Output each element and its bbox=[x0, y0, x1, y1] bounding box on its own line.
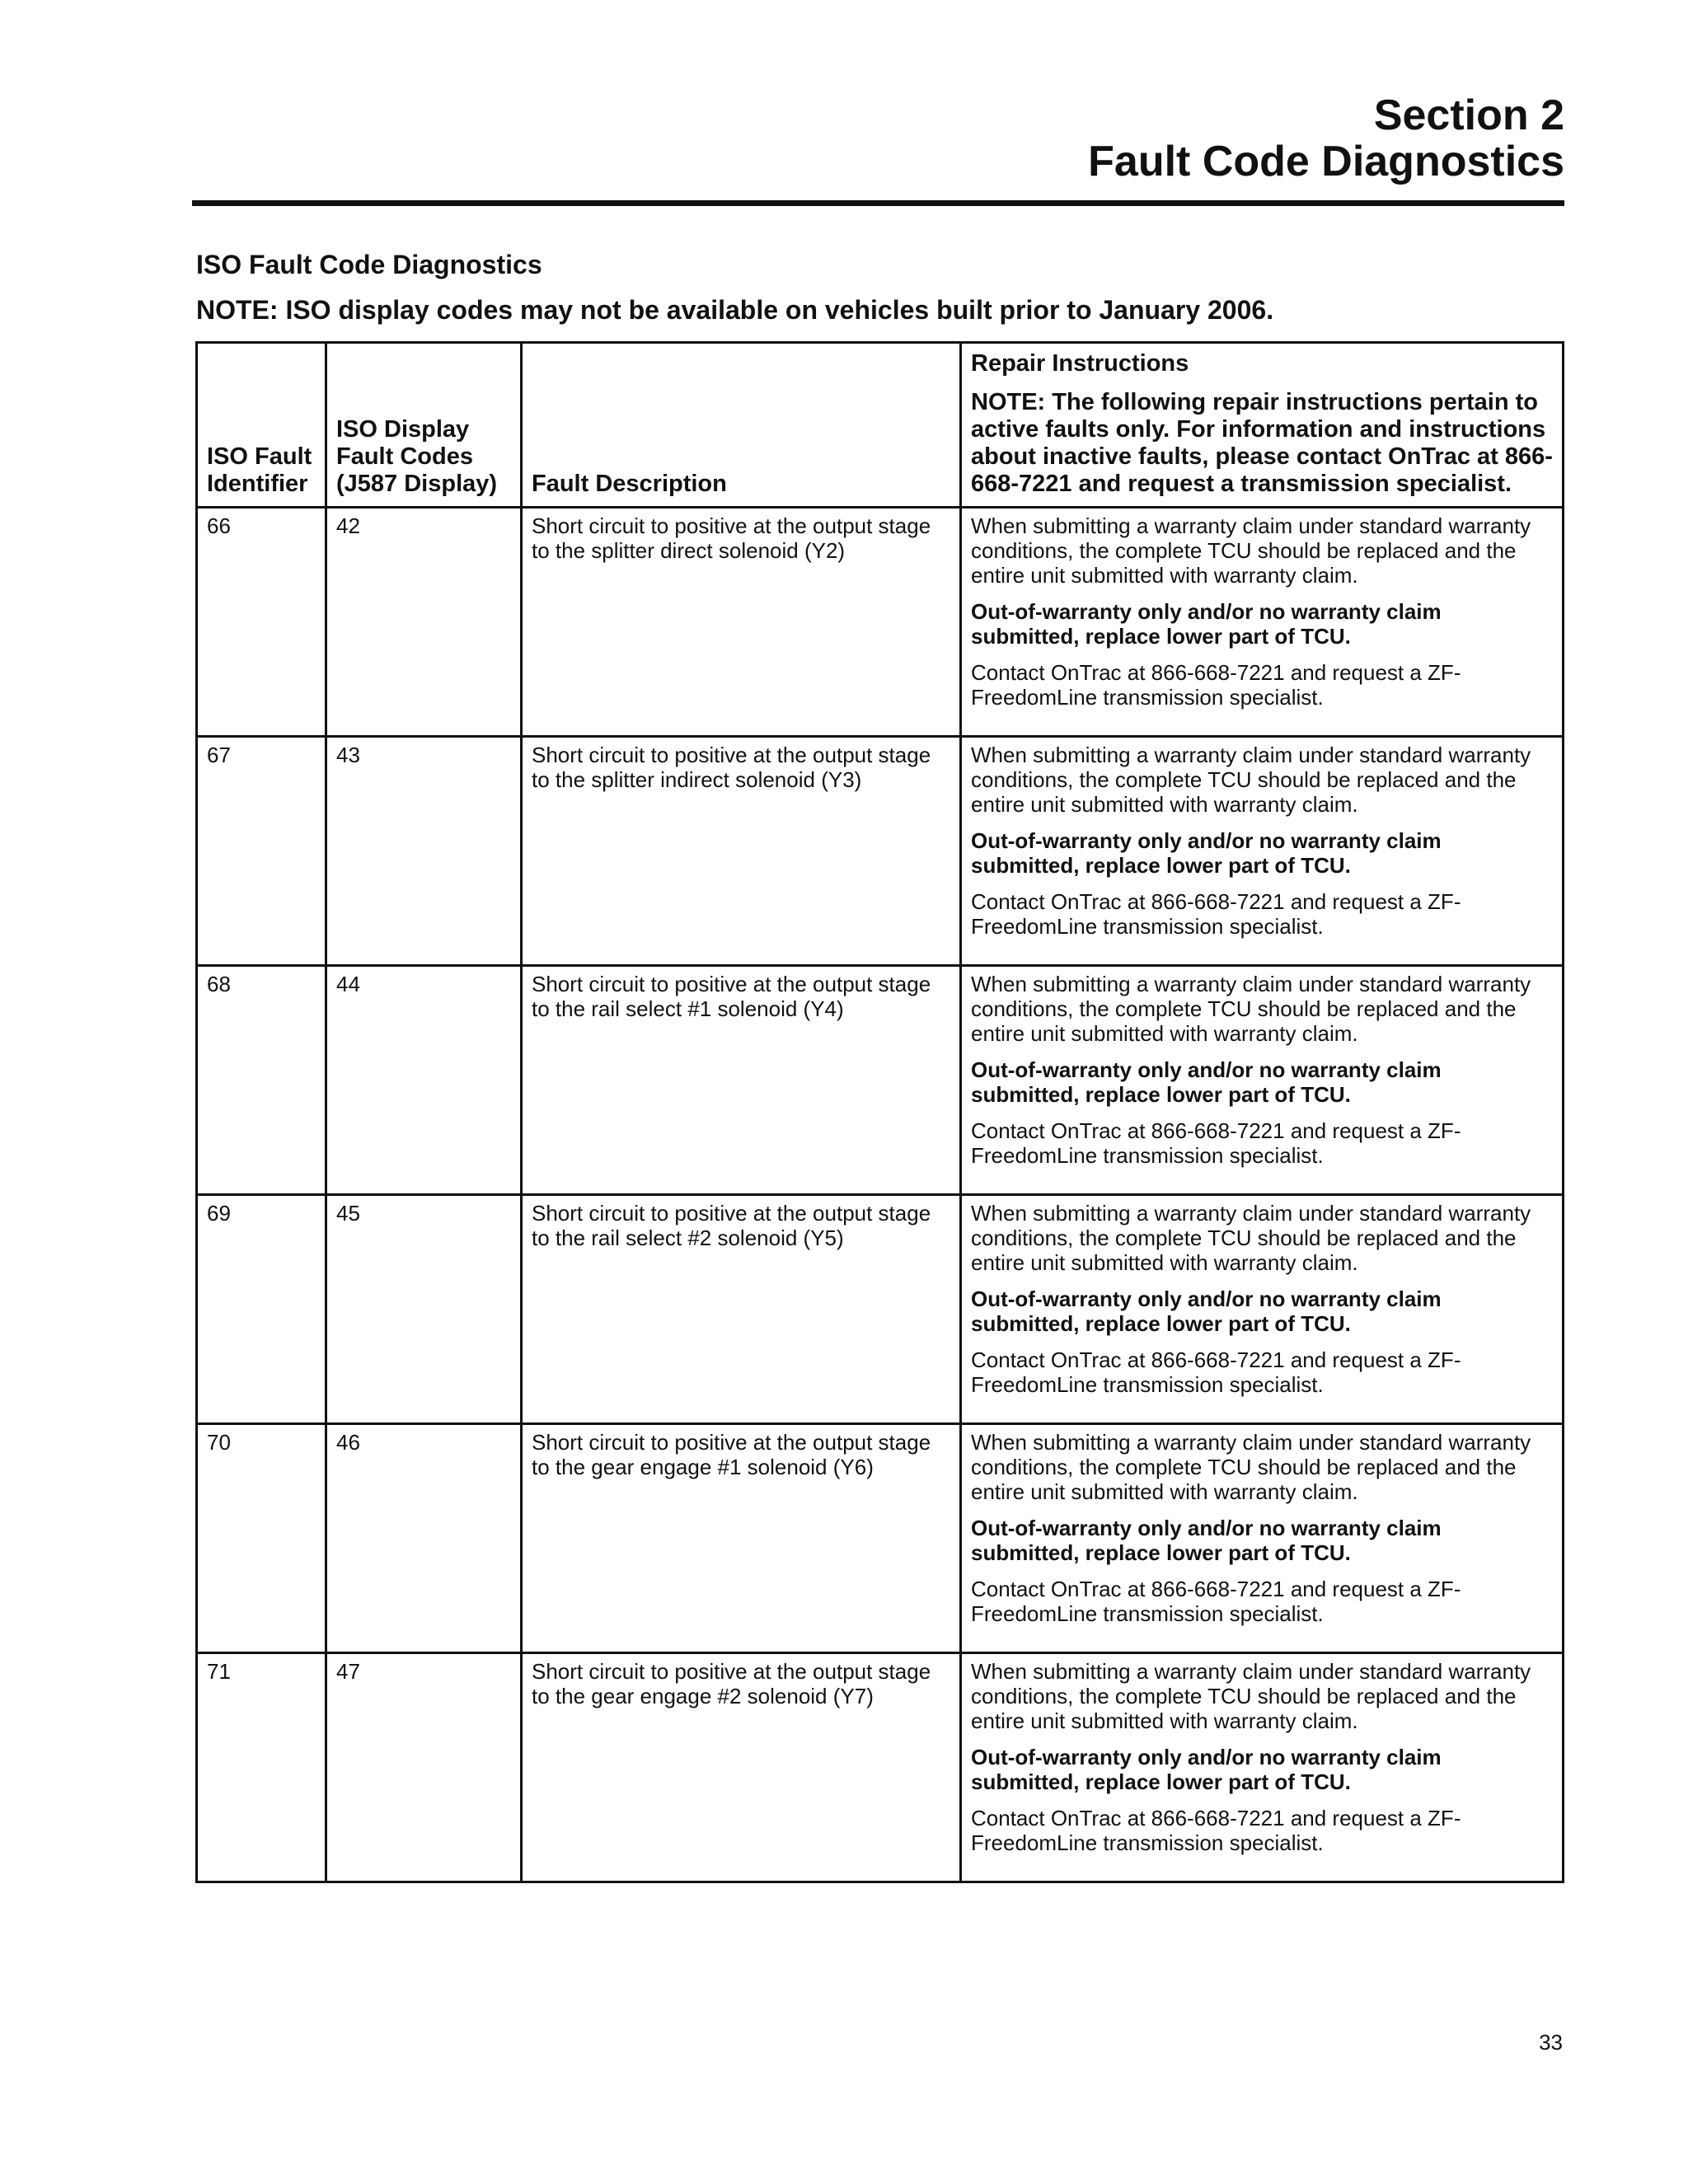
table-row bbox=[197, 508, 1564, 737]
repair-warranty-text: When submitting a warranty claim under standard warranty conditions, the complete TCU should be replaced and the entire unit submitted with warranty claim. bbox=[971, 513, 1531, 588]
repair-warranty-text: When submitting a warranty claim under standard warranty conditions, the complete TCU should be replaced and the entire unit submitted with warranty claim. bbox=[971, 1201, 1531, 1275]
repair-contact-text: Contact OnTrac at 866-668-7221 and request a ZF-FreedomLine transmission specialist. bbox=[971, 1806, 1461, 1855]
repair-instructions bbox=[961, 1653, 1564, 1882]
repair-out-of-warranty-text: Out-of-warranty only and/or no warranty claim submitted, replace lower part of TCU. bbox=[971, 1745, 1442, 1794]
repair-warranty-text: When submitting a warranty claim under standard warranty conditions, the complete TCU should be replaced and the entire unit submitted with warranty claim. bbox=[971, 743, 1531, 817]
table-row bbox=[197, 1195, 1564, 1424]
repair-contact-text: Contact OnTrac at 866-668-7221 and request a ZF-FreedomLine transmission specialist. bbox=[971, 1577, 1461, 1626]
fault-description: Short circuit to positive at the output stage to the gear engage #1 solenoid (Y6) bbox=[522, 1424, 961, 1653]
repair-warranty-text: When submitting a warranty claim under standard warranty conditions, the complete TCU should be replaced and the entire unit submitted with warranty claim. bbox=[971, 972, 1531, 1046]
repair-out-of-warranty-text: Out-of-warranty only and/or no warranty claim submitted, replace lower part of TCU. bbox=[971, 1286, 1442, 1336]
page-number: 33 bbox=[1539, 2030, 1563, 2055]
table-header-row bbox=[197, 343, 1564, 508]
repair-instructions bbox=[961, 508, 1564, 737]
repair-warranty-text: When submitting a warranty claim under standard warranty conditions, the complete TCU should be replaced and the entire unit submitted with warranty claim. bbox=[971, 1659, 1531, 1733]
repair-instructions-title: Repair Instructions bbox=[971, 350, 1189, 377]
fault-description: Short circuit to positive at the output stage to the splitter indirect solenoid (Y3) bbox=[522, 737, 961, 966]
iso-display-code: 43 bbox=[326, 737, 522, 966]
iso-fault-identifier: 68 bbox=[197, 966, 326, 1195]
column-header-iso-fault-identifier: ISO Fault Identifier bbox=[197, 343, 326, 508]
repair-instructions bbox=[961, 1424, 1564, 1653]
fault-description: Short circuit to positive at the output stage to the splitter direct solenoid (Y2) bbox=[522, 508, 961, 737]
section-label: Section 2 bbox=[1373, 91, 1564, 139]
column-header-iso-display-codes: ISO Display Fault Codes (J587 Display) bbox=[326, 343, 522, 508]
repair-instructions bbox=[961, 737, 1564, 966]
iso-display-code: 46 bbox=[326, 1424, 522, 1653]
repair-instructions bbox=[961, 966, 1564, 1195]
repair-contact-text: Contact OnTrac at 866-668-7221 and request a ZF-FreedomLine transmission specialist. bbox=[971, 889, 1461, 939]
table-row bbox=[197, 966, 1564, 1195]
iso-display-code: 44 bbox=[326, 966, 522, 1195]
fault-description: Short circuit to positive at the output stage to the rail select #2 solenoid (Y5) bbox=[522, 1195, 961, 1424]
fault-description: Short circuit to positive at the output stage to the rail select #1 solenoid (Y4) bbox=[522, 966, 961, 1195]
repair-out-of-warranty-text: Out-of-warranty only and/or no warranty claim submitted, replace lower part of TCU. bbox=[971, 1516, 1442, 1565]
iso-fault-identifier: 70 bbox=[197, 1424, 326, 1653]
table-row bbox=[197, 1653, 1564, 1882]
section-subheading: ISO Fault Code Diagnostics bbox=[196, 250, 542, 279]
iso-fault-identifier: 67 bbox=[197, 737, 326, 966]
iso-fault-identifier: 66 bbox=[197, 508, 326, 737]
repair-instructions-note: NOTE: The following repair instructions pertain to active faults only. For information and instructions about inactive faults, please contact OnTrac at 866-668-7221 and request a transmission specialist. bbox=[971, 389, 1553, 497]
table-row bbox=[197, 1424, 1564, 1653]
repair-instructions bbox=[961, 1195, 1564, 1424]
repair-contact-text: Contact OnTrac at 866-668-7221 and request a ZF-FreedomLine transmission specialist. bbox=[971, 1118, 1461, 1168]
iso-display-code: 42 bbox=[326, 508, 522, 737]
repair-out-of-warranty-text: Out-of-warranty only and/or no warranty claim submitted, replace lower part of TCU. bbox=[971, 1057, 1442, 1107]
repair-contact-text: Contact OnTrac at 866-668-7221 and request a ZF-FreedomLine transmission specialist. bbox=[971, 1347, 1461, 1397]
iso-fault-identifier: 71 bbox=[197, 1653, 326, 1882]
repair-warranty-text: When submitting a warranty claim under standard warranty conditions, the complete TCU should be replaced and the entire unit submitted with warranty claim. bbox=[971, 1430, 1531, 1504]
table-row bbox=[197, 737, 1564, 966]
page-header bbox=[1088, 92, 1564, 185]
column-header-repair-instructions bbox=[961, 343, 1564, 508]
header-rule bbox=[192, 200, 1564, 206]
iso-fault-identifier: 69 bbox=[197, 1195, 326, 1424]
fault-description: Short circuit to positive at the output stage to the gear engage #2 solenoid (Y7) bbox=[522, 1653, 961, 1882]
repair-out-of-warranty-text: Out-of-warranty only and/or no warranty claim submitted, replace lower part of TCU. bbox=[971, 599, 1442, 649]
page-title: Fault Code Diagnostics bbox=[1088, 138, 1564, 185]
iso-display-code: 47 bbox=[326, 1653, 522, 1882]
availability-note: NOTE: ISO display codes may not be available on vehicles built prior to January 2006. bbox=[196, 295, 1274, 325]
column-header-fault-description: Fault Description bbox=[522, 343, 961, 508]
repair-out-of-warranty-text: Out-of-warranty only and/or no warranty claim submitted, replace lower part of TCU. bbox=[971, 828, 1442, 878]
repair-contact-text: Contact OnTrac at 866-668-7221 and request a ZF-FreedomLine transmission specialist. bbox=[971, 660, 1461, 710]
iso-display-code: 45 bbox=[326, 1195, 522, 1424]
fault-code-table bbox=[195, 341, 1564, 1883]
